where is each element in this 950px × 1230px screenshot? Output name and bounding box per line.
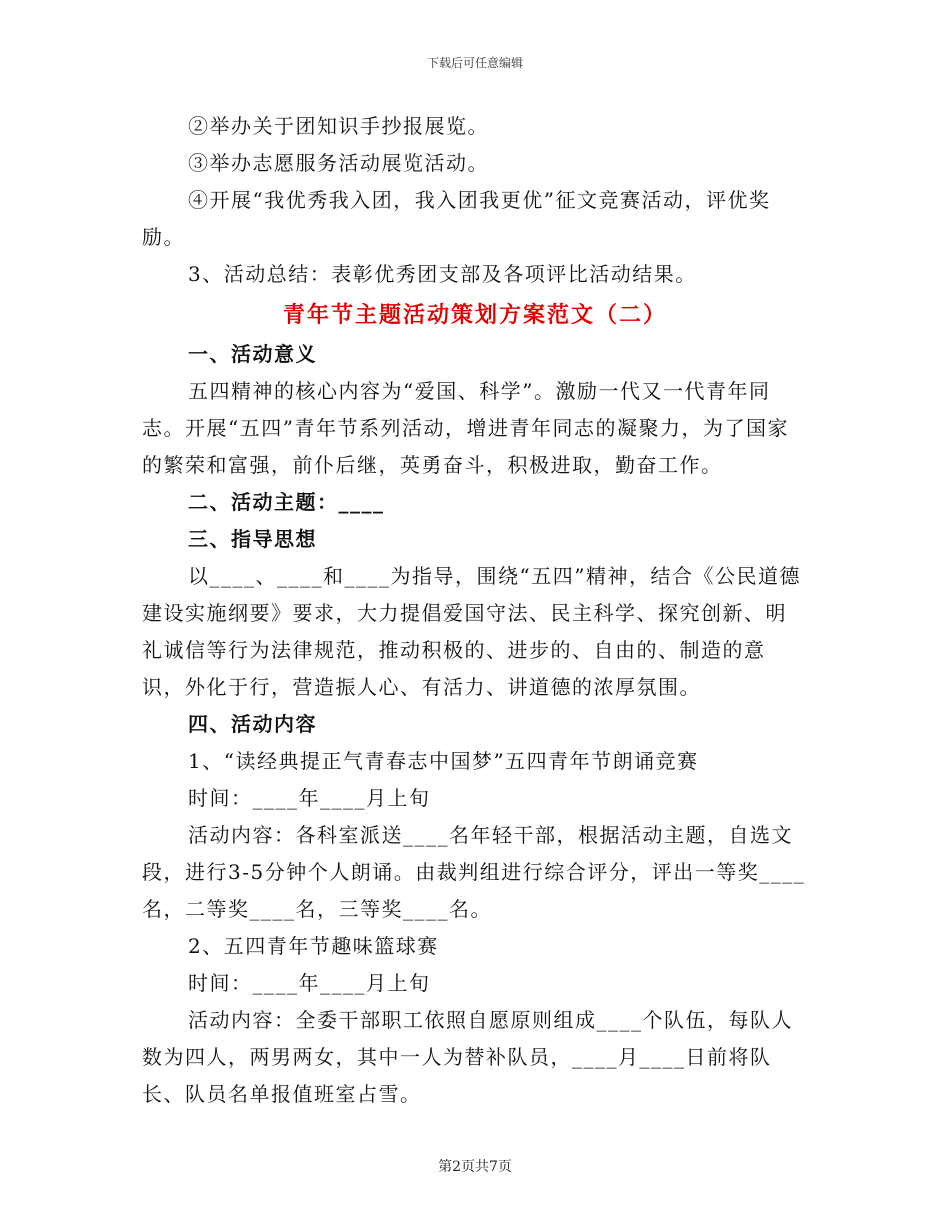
recitation-time: 时间：____年____月上旬 [188, 786, 431, 810]
page-header-note: 下载后可任意编辑 [426, 56, 523, 70]
list-item-2: ②举办关于团知识手抄报展览。 [188, 114, 489, 138]
basketball-content: 活动内容：全委干部职工依照自愿原则组成____个队伍，每队人数为四人，两男两女，其中一人为替补队员，____月____日前将队长、队员名单报值班室占雪。 [142, 1008, 793, 1106]
subsection-recitation: 1、“读经典提正气青春志中国梦”五四青年节朗诵竞赛 [188, 749, 699, 773]
section-heading-theme: 二、活动主题：____ [188, 490, 385, 514]
section-heading-guiding-thought: 三、指导思想 [188, 527, 317, 551]
document-body [142, 108, 808, 1113]
section-heading-significance: 一、活动意义 [188, 342, 317, 366]
activity-summary: 3、活动总结：表彰优秀团支部及各项评比活动结果。 [188, 262, 697, 286]
list-item-4: ④开展“我优秀我入团，我入团我更优”征文竞赛活动，评优奖励。 [142, 188, 771, 249]
recitation-content: 活动内容：各科室派送____名年轻干部，根据活动主题，自选文段，进行3-5分钟个人朗诵。由裁判组进行综合评分，评出一等奖____名，二等奖____名，三等奖____名。 [142, 823, 806, 921]
paragraph-significance: 五四精神的核心内容为“爱国、科学”。激励一代又一代青年同志。开展“五四”青年节系列活动，增进青年同志的凝聚力，为了国家的繁荣和富强，前仆后继，英勇奋斗，积极进取，勤奋工作。 [142, 379, 789, 477]
paragraph-guiding-thought: 以____、____和____为指导，围绕“五四”精神，结合《公民道德建设实施纲要》要求，大力提倡爱国守法、民主科学、探究创新、明礼诚信等行为法律规范，推动积极的、进步的、自由的、制造的意识，外化于行，营造振人心、有活力、讲道德的浓厚氛围。 [142, 564, 801, 699]
basketball-time: 时间：____年____月上旬 [188, 971, 431, 995]
subsection-basketball: 2、五四青年节趣味篮球赛 [188, 934, 439, 958]
section-heading-content: 四、活动内容 [188, 712, 317, 736]
document-title: 青年节主题活动策划方案范文（二） [282, 302, 667, 328]
page-number: 第2页共7页 [438, 1159, 512, 1175]
list-item-3: ③举办志愿服务活动展览活动。 [188, 151, 489, 175]
